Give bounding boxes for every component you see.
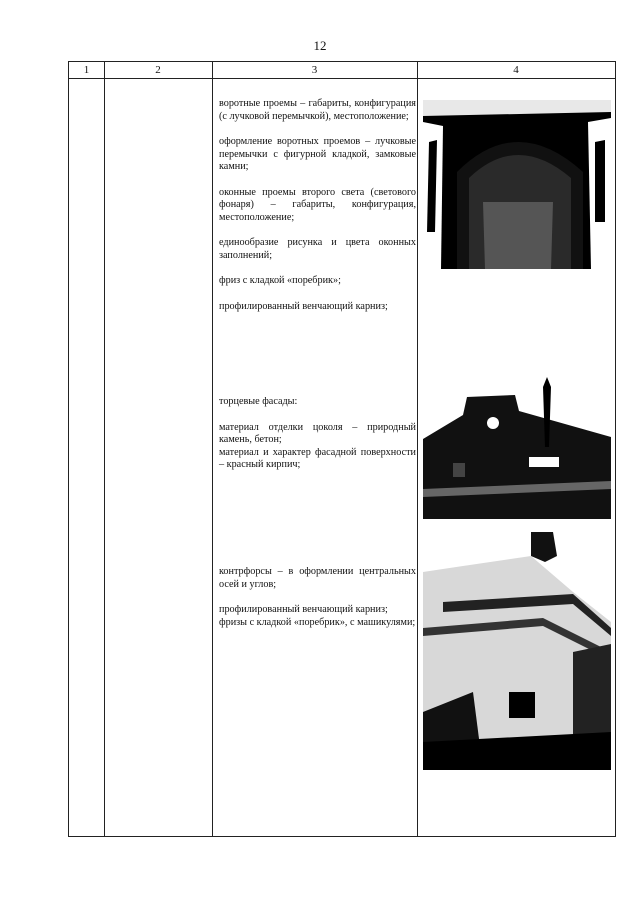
description-item: оконные проемы второго света (светового фонаря) – габариты, конфигурация, местоположение; [219,186,416,223]
description-item: материал отделки цоколя – природный камень, бетон; [219,421,416,445]
column-header-3: 3 [311,64,318,76]
description-item: фризы с кладкой «поребрик», с машикулями; [219,616,416,628]
description-block-end-facades [219,396,416,485]
description-item: контрфорсы – в оформлении центральных осей и углов; [219,566,416,590]
description-item: воротные проемы – габариты, конфигурация (с лучковой перемычкой), местоположение; [219,98,416,122]
description-item: оформление воротных проемов – лучковые перемычки с фигурной кладкой, замковые камни; [219,136,416,172]
column-divider [212,62,213,836]
column-divider [104,62,105,836]
description-item: профилированный венчающий карниз; [219,604,388,615]
page-number: 12 [313,38,327,53]
column-header-2: 2 [155,64,161,76]
end-facade-photo [423,377,611,519]
header-divider [69,78,615,79]
description-item: фриз с кладкой «поребрик»; [219,275,341,286]
gate-arch-photo [423,82,611,269]
description-block-gates [219,98,416,326]
description-item: профилированный венчающий карниз; [219,300,388,312]
attributes-table [68,61,616,837]
description-block-buttresses [219,566,416,642]
description-item: единообразие рисунка и цвета оконных заполнений; [219,237,416,261]
column-header-1: 1 [83,64,90,76]
column-divider [417,62,418,836]
column-header-4: 4 [513,64,519,76]
buttress-facade-photo [423,532,611,770]
description-item: материал и характер фасадной поверхности – красный кирпич; [219,446,416,470]
description-item: торцевые фасады: [219,396,298,407]
